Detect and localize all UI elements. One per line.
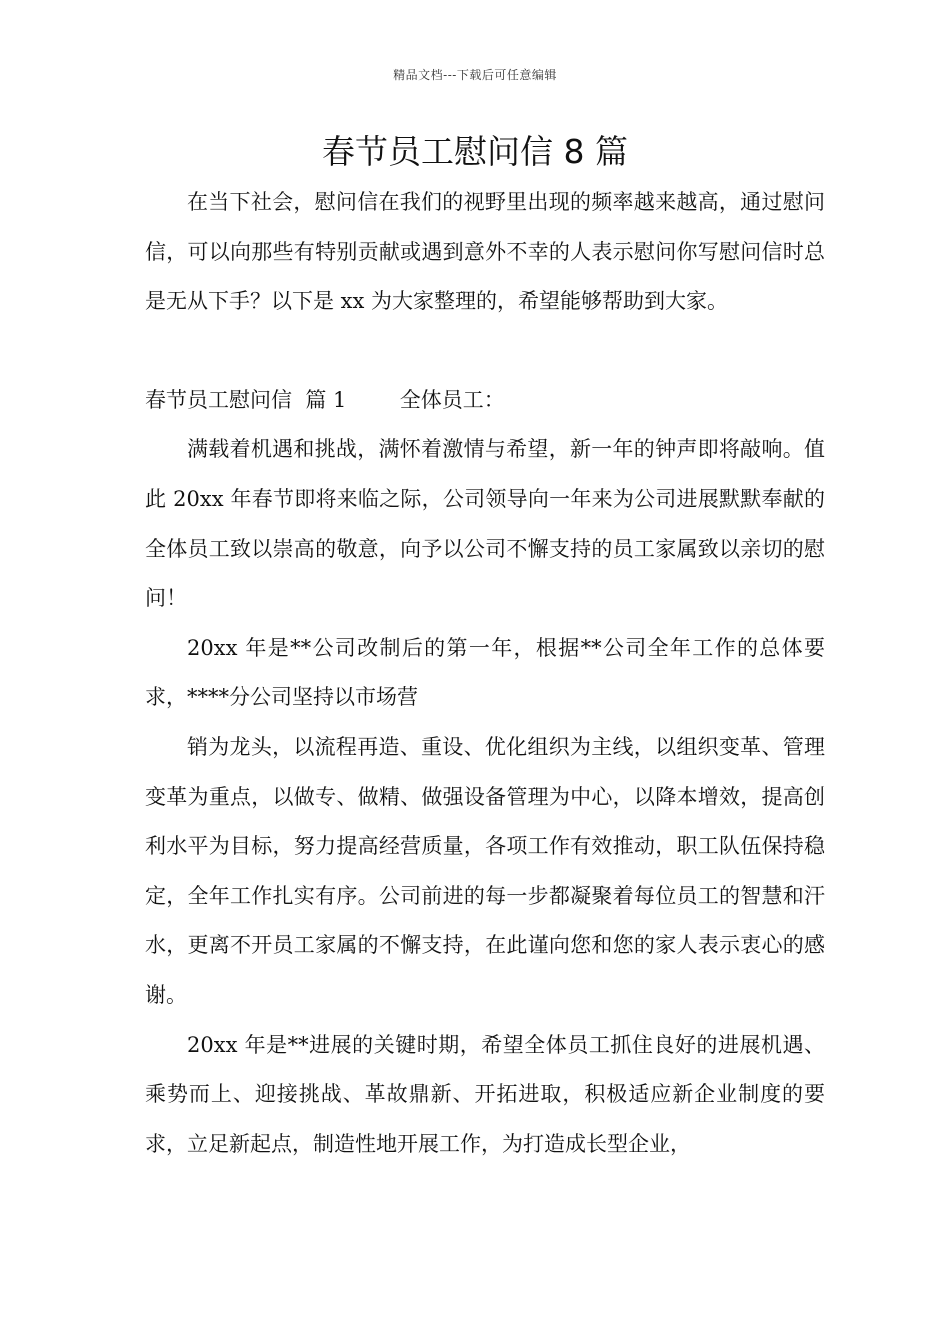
intro-paragraph: 在当下社会，慰问信在我们的视野里出现的频率越来越高，通过慰问信，可以向那些有特别贡献或遇到意外不幸的人表示慰问你写慰问信时总是无从下手？以下是 xx 为大家整理的，希望能够帮助到大家。 bbox=[145, 190, 825, 314]
body-paragraph-2: 20xx 年是**公司改制后的第一年，根据**公司全年工作的总体要求，****分公司坚持以市场营 bbox=[145, 635, 825, 710]
header-note: 精品文档---下载后可任意编辑 bbox=[393, 68, 557, 82]
document-title: 春节员工慰问信 8 篇 bbox=[322, 132, 628, 171]
body-paragraph-3: 销为龙头，以流程再造、重设、优化组织为主线，以组织变革、管理变革为重点，以做专、做精、做强设备管理为中心，以降本增效，提高创利水平为目标，努力提高经营质量，各项工作有效推动，职工队伍保持稳定，全年工作扎实有序。公司前进的每一步都凝聚着每位员工的智慧和汗水，更离不开员工家属的不懈支持，在此谨向您和您的家人表示衷心的感谢。 bbox=[145, 734, 825, 1007]
document-body bbox=[145, 178, 825, 1169]
section-heading: 春节员工慰问信 篇 1 bbox=[145, 387, 347, 412]
section-heading-line bbox=[145, 376, 825, 426]
salutation: 全体员工： bbox=[399, 387, 505, 412]
spacer bbox=[145, 327, 825, 376]
body-paragraph-4: 20xx 年是**进展的关键时期，希望全体员工抓住良好的进展机遇、乘势而上、迎接挑战、革故鼎新、开拓进取，积极适应新企业制度的要求，立足新起点，制造性地开展工作，为打造成长型企业， bbox=[145, 1032, 825, 1156]
body-paragraph-1: 满载着机遇和挑战，满怀着激情与希望，新一年的钟声即将敲响。值此 20xx 年春节即将来临之际，公司领导向一年来为公司进展默默奉献的全体员工致以崇高的敬意，向予以公司不懈支持的员工家属致以亲切的慰问！ bbox=[145, 437, 825, 611]
